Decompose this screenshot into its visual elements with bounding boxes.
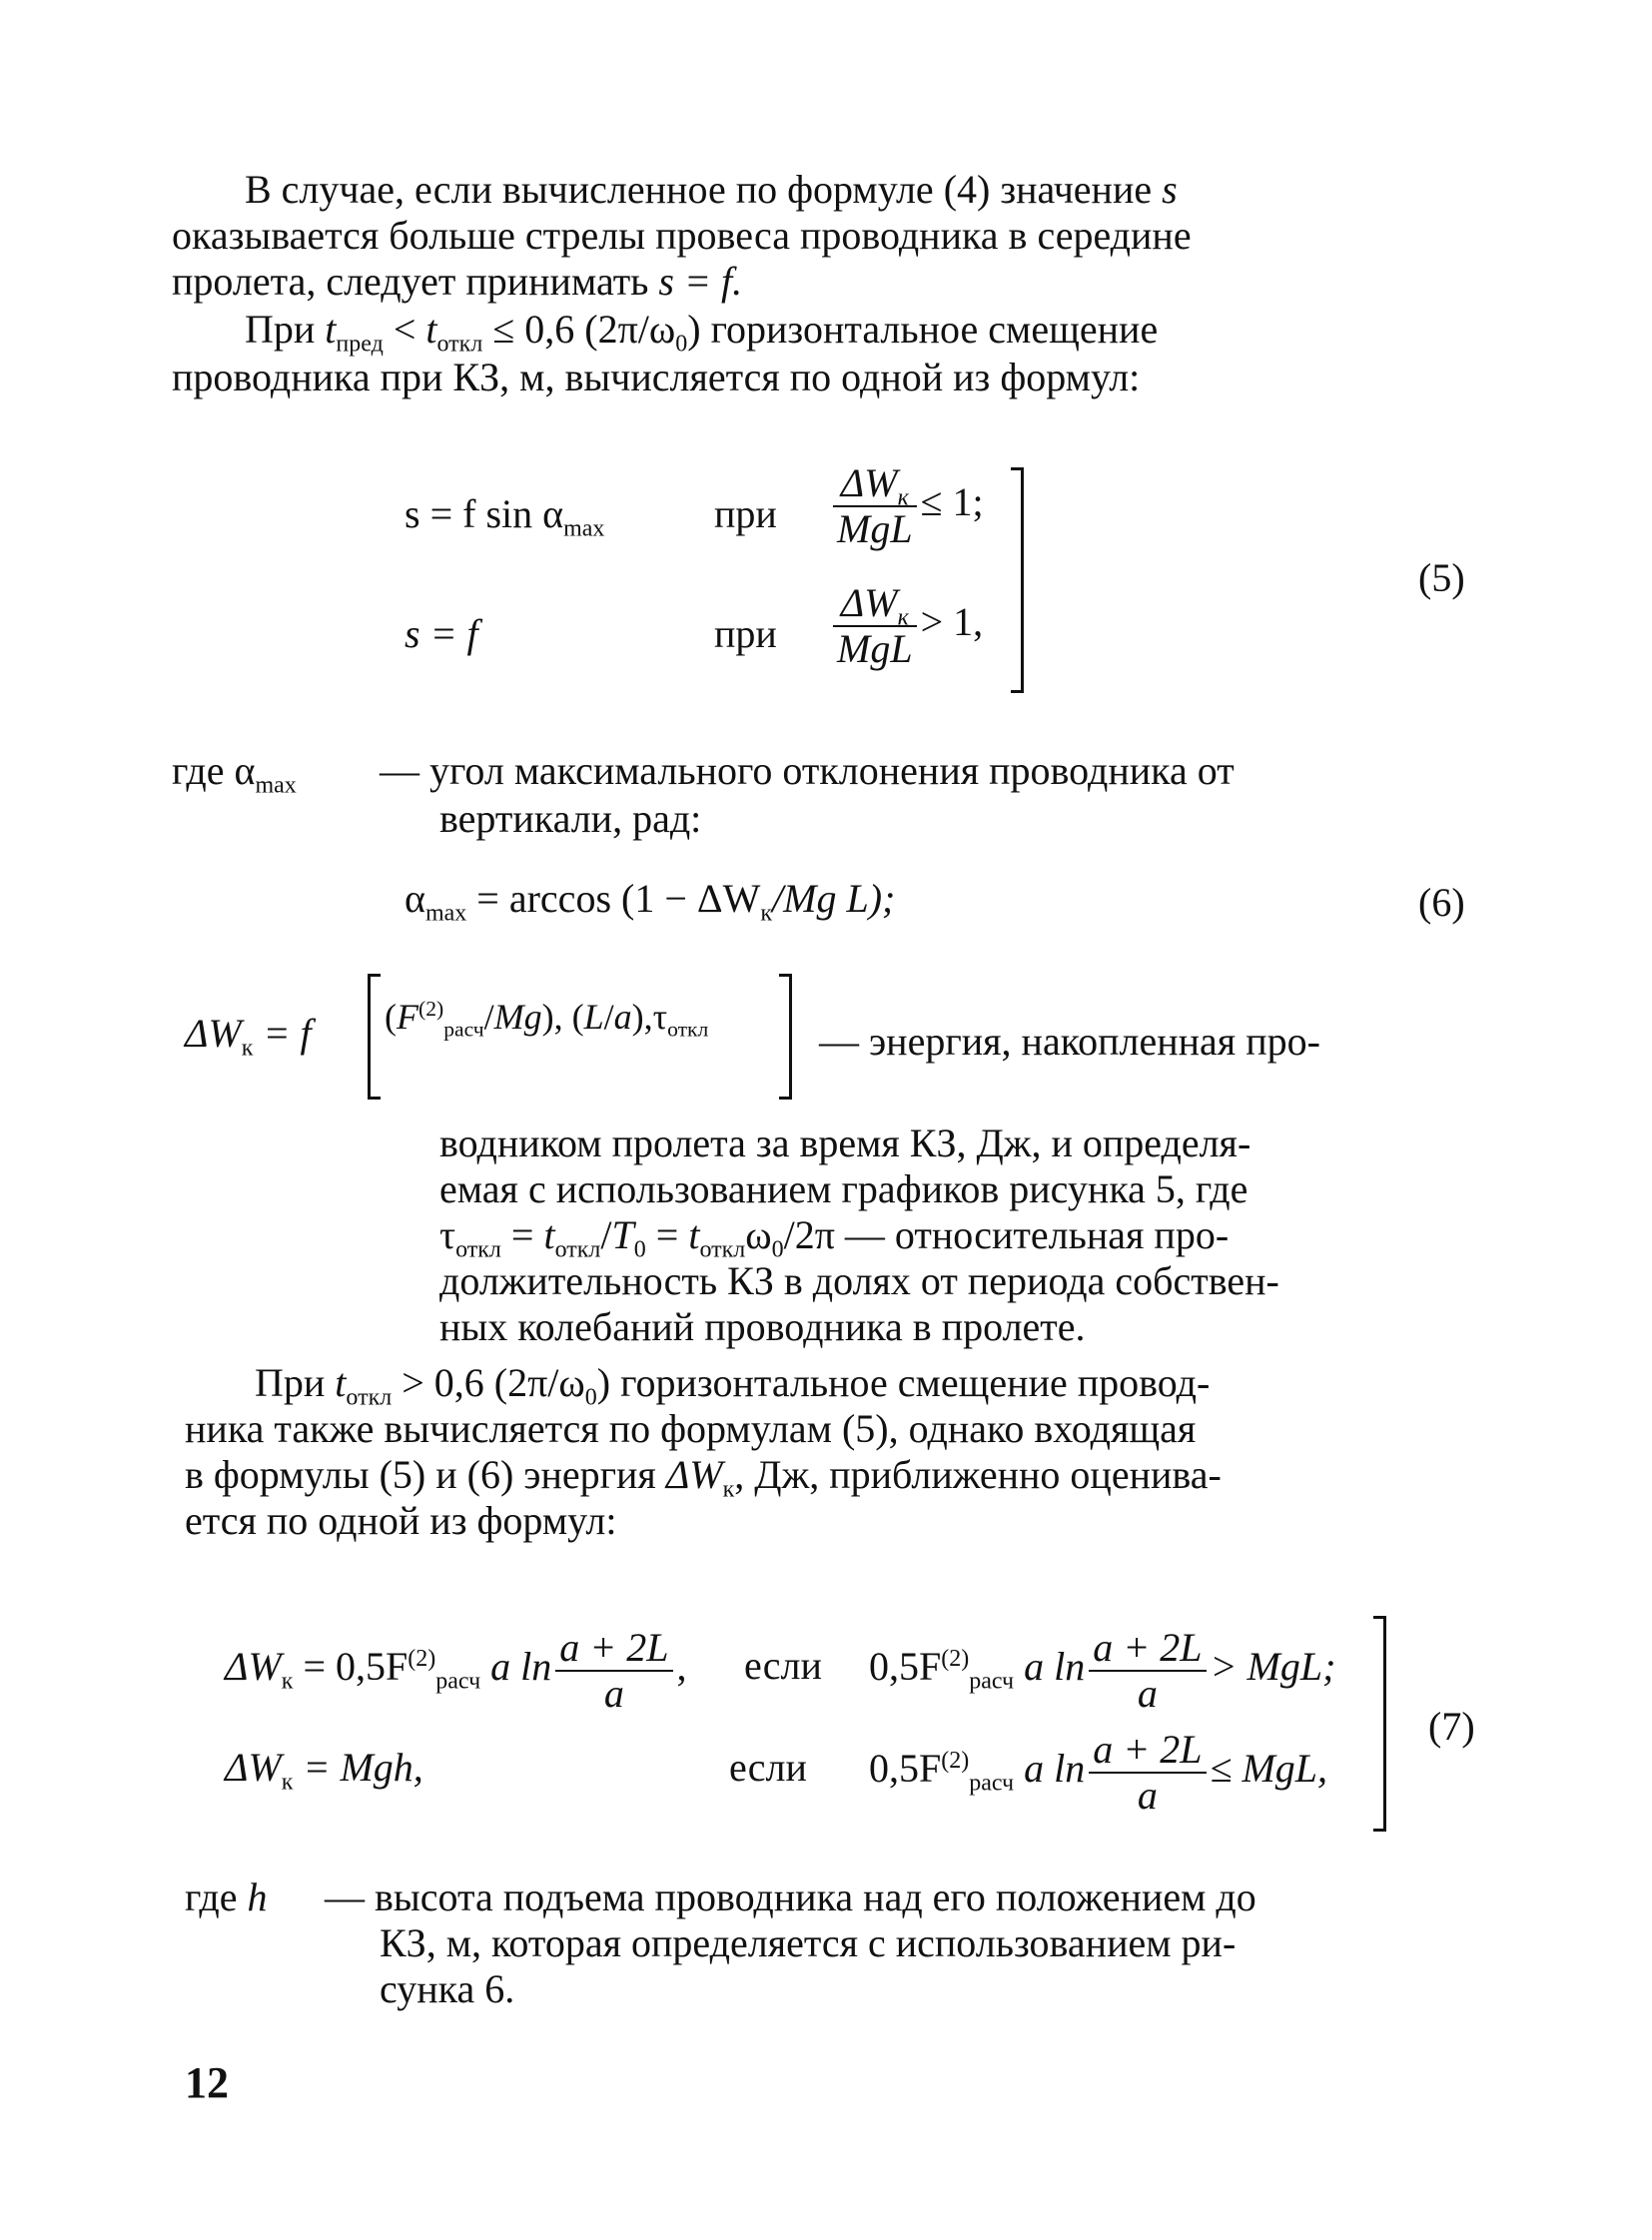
formula7-row2-lhs: $\Delta W_к$ = Mgh, bbox=[225, 1745, 423, 1796]
text-line bbox=[172, 259, 743, 304]
text-line: водником пролета за время КЗ, Дж, и определя- bbox=[439, 1120, 1251, 1165]
formula7-row1-lhs: $\Delta W_к = 0,5F^{(2)}_{расч}$ a ln $\frac{a + 2L}{a}$ , bbox=[225, 1625, 687, 1716]
formula7-number: (7) bbox=[1428, 1704, 1475, 1749]
formula5-row1-when: при bbox=[714, 491, 777, 536]
text-line bbox=[172, 355, 1141, 399]
formula5-number: (5) bbox=[1418, 555, 1465, 600]
formula7-row1-cond: $0,5F^{(2)}_{расч}$ a ln $\frac{a + 2L}{a}$ > MgL; bbox=[869, 1625, 1336, 1716]
text-line bbox=[172, 213, 1192, 258]
formula7-brace bbox=[1373, 1616, 1386, 1832]
formula5-row2-when: при bbox=[714, 611, 777, 656]
text-line: емая с использованием графиков рисунка 5, где bbox=[439, 1166, 1248, 1211]
text-line: ных колебаний проводника в пролете. bbox=[439, 1304, 1086, 1349]
formula5-row2-fraction: $\frac{\Delta W_к}{\text{MgL}}$ > 1, bbox=[829, 583, 983, 669]
tau-definition: $\tau_{откл} = t_{откл}/T_0 = t_{откл}\omega_0/2\pi$ bbox=[439, 1212, 835, 1263]
text-line: должительность КЗ в долях от периода собствен- bbox=[439, 1258, 1279, 1303]
text: При bbox=[245, 307, 316, 352]
text-line: — высота подъема проводника над его положением до bbox=[325, 1874, 1256, 1919]
text-line bbox=[245, 307, 1159, 358]
text-line: в формулы (5) и (6) энергия $\Delta W_к$, Дж, приближенно оценива- bbox=[185, 1452, 1222, 1503]
text: В случае, если вычисленное по формуле (4) значение bbox=[245, 167, 1153, 212]
text-line: сунка 6. bbox=[380, 1966, 515, 2011]
inequality: $t_{пред} < t_{откл} \le 0,6$ $(2\pi/\omega_0)$ bbox=[325, 307, 701, 358]
formula5-row2-left: s = f bbox=[405, 611, 478, 656]
text: пролета, следует принимать bbox=[172, 259, 649, 304]
energy-lhs: $\Delta W_к = f$ bbox=[185, 1011, 312, 1062]
formula5-row1-fraction: $\frac{\Delta W_к}{\text{MgL}}$ ≤ 1; bbox=[829, 463, 984, 549]
formula7-row2-if: если bbox=[729, 1745, 807, 1790]
text: проводника при КЗ, м, вычисляется по одной из формул: bbox=[172, 355, 1141, 399]
text-line: КЗ, м, которая определяется с использованием ри- bbox=[380, 1920, 1237, 1965]
text: оказывается больше стрелы провеса проводника в середине bbox=[172, 213, 1192, 258]
text-line: — энергия, накопленная про- bbox=[819, 1019, 1320, 1064]
where-alpha: где $\alpha_{max}$ bbox=[172, 748, 297, 799]
text-line: ника также вычисляется по формулам (5), однако входящая bbox=[185, 1406, 1197, 1451]
text-line bbox=[245, 167, 1178, 212]
text-line: При $t_{откл} > 0,6$ $(2\pi/\omega_0)$ горизонтальное смещение провод- bbox=[255, 1360, 1211, 1411]
bracket-right bbox=[779, 974, 792, 1100]
equation: s = f. bbox=[658, 259, 743, 304]
variable: s bbox=[1162, 167, 1178, 212]
text: горизонтальное смещение bbox=[710, 307, 1159, 352]
formula7-row1-if: если bbox=[744, 1643, 822, 1688]
formula5-brace bbox=[1011, 467, 1024, 693]
formula5-row1-left: s = f $\sin \alpha_{max}$ bbox=[405, 491, 605, 542]
formula6-number: (6) bbox=[1418, 880, 1465, 925]
bracket-left bbox=[368, 974, 381, 1100]
page-number: 12 bbox=[185, 2058, 229, 2107]
where-h: где h bbox=[185, 1874, 268, 1919]
text-line: вертикали, рад: bbox=[439, 796, 702, 841]
text-line: ется по одной из формул: bbox=[185, 1498, 617, 1543]
formula7-row2-cond: $0,5F^{(2)}_{расч}$ a ln $\frac{a + 2L}{a}$ ≤ MgL, bbox=[869, 1727, 1328, 1818]
text-line: $\tau_{откл} = t_{откл}/T_0 = t_{откл}\omega_0/2\pi$ — относительная про- bbox=[439, 1212, 1230, 1263]
formula6: $\alpha_{max} = \arccos (1 - \Delta W_к/Mg$ L); bbox=[405, 876, 896, 927]
text-line: — угол максимального отклонения проводника от bbox=[380, 748, 1235, 793]
energy-args: $(F^{(2)}_{расч}/Mg)$, $(L/a),\tau_{откл}$ bbox=[385, 997, 709, 1042]
